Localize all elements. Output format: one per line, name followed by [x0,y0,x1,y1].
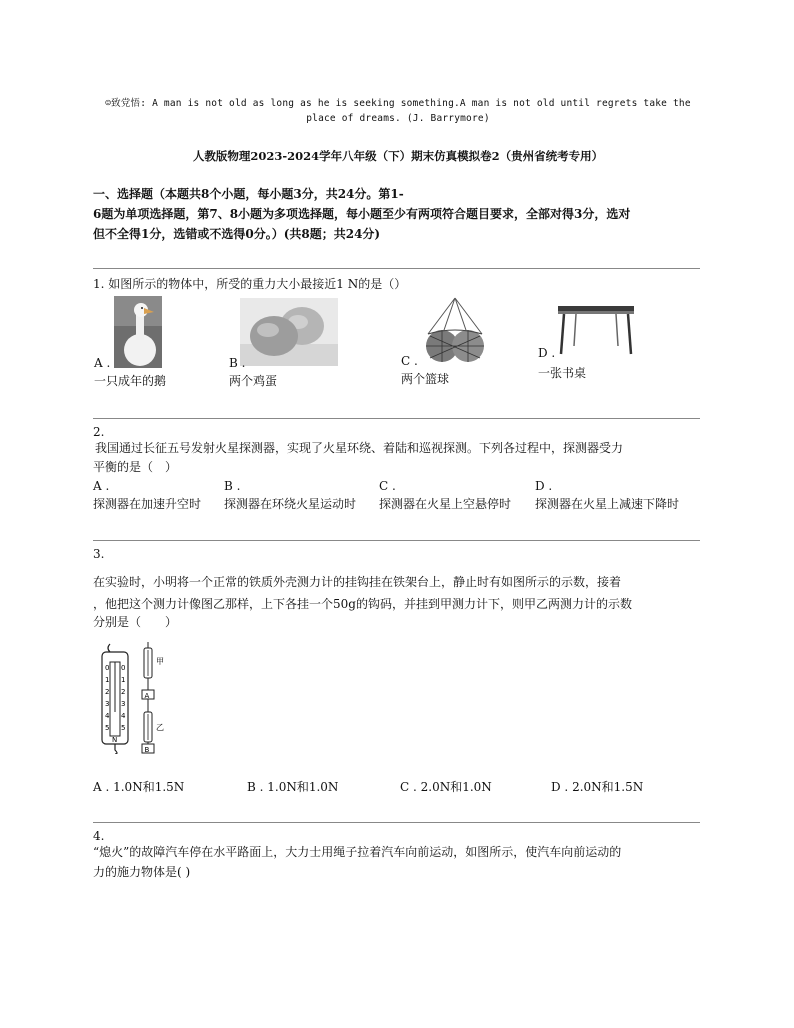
q1-option-c-text: 两个篮球 [401,372,450,386]
q4-number: 4. [93,829,105,843]
scale-right-3: 3 [121,700,126,708]
scale-right-0: 0 [121,664,126,672]
spring-scale-figure [92,642,172,754]
q2-option-d-text: 探测器在火星上减速下降时 [535,497,680,511]
scale-left-0: 0 [105,664,110,672]
q1-stem: 1. 如图所示的物体中，所受的重力大小最接近1 N的是（） [93,277,407,291]
section-line-1: 一、选择题（本题共8个小题，每小题3分，共24分。第1- [93,187,404,201]
scale-left-4: 4 [105,712,110,720]
q4-line-2: 力的施力物体是( ) [93,865,191,879]
scale-left-2: 2 [105,688,110,696]
label-jia: 甲 [156,657,164,666]
q3-option-a: A . 1.0N和1.5N [93,780,185,794]
q3-option-b: B . 1.0N和1.0N [247,780,339,794]
q3-number: 3. [93,547,105,561]
q3-option-d: D . 2.0N和1.5N [551,780,644,794]
desk-image [556,304,636,356]
label-yi: 乙 [156,723,164,732]
q1-option-a-text: 一只成年的鹅 [94,374,167,388]
motto: ☺致党悟: A man is not old as long as he is seeking something.A man is not old until regrets take the place of dreams. (J. Barrymore) [105,98,691,124]
divider [93,418,700,419]
scale-left-1: 1 [105,676,110,684]
divider [93,268,700,269]
q1-option-b-letter: B . [229,356,246,370]
eggs-image [240,298,338,366]
q2-option-d-letter: D . [535,479,553,493]
q2-number: 2. [93,425,105,439]
q2-option-a-letter: A . [93,479,110,493]
section-line-2: 6题为单项选择题，第7、8小题为多项选择题，每小题至少有两项符合题目要求，全部对得3分，选对 [93,207,631,221]
q3-line-3: 分别是（ ） [93,615,178,629]
q4-line-1: “熄火”的故障汽车停在水平路面上，大力士用绳子拉着汽车向前运动，如图所示，使汽车向前运动的 [93,845,622,859]
scale-left-3: 3 [105,700,110,708]
scale-left-5: 5 [105,724,110,732]
scale-right-1: 1 [121,676,126,684]
q2-option-b-letter: B . [224,479,241,493]
scale-unit: N [112,736,118,744]
q1-option-c-letter: C . [401,354,418,368]
basketballs-image [420,296,490,368]
q2-line-2: 平衡的是（ ） [93,460,178,474]
page-title: 人教版物理2023-2024学年八年级（下）期末仿真模拟卷2（贵州省统考专用） [192,149,604,163]
q2-line-1: 我国通过长征五号发射火星探测器，实现了火星环绕、着陆和巡视探测。下列各过程中，探测器受力 [95,441,624,455]
q3-line-2: ，他把这个测力计像图乙那样，上下各挂一个50g的钩码，并挂到甲测力计下，则甲乙两测力计的示数 [93,597,632,611]
section-heading [93,184,703,244]
q2-option-b-text: 探测器在环绕火星运动时 [224,497,357,511]
weight-b-label: B [144,746,150,754]
divider [93,540,700,541]
scale-right-2: 2 [121,688,126,696]
q1-option-a-letter: A . [94,356,111,370]
scale-right-4: 4 [121,712,126,720]
q1-option-d-letter: D . [538,346,556,360]
scale-right-5: 5 [121,724,126,732]
weight-a-label: A [144,692,150,700]
q2-option-c-letter: C . [379,479,396,493]
q2-option-a-text: 探测器在加速升空时 [93,497,202,511]
q1-option-b-text: 两个鸡蛋 [229,374,278,388]
section-line-3: 但不全得1分，选错或不选得0分。）(共8题；共24分) [93,227,381,241]
goose-image [114,296,162,368]
q1-option-d-text: 一张书桌 [538,366,587,380]
q3-line-1: 在实验时，小明将一个正常的铁质外壳测力计的挂钩挂在铁架台上，静止时有如图所示的示数，接着 [93,575,622,589]
q2-option-c-text: 探测器在火星上空悬停时 [379,497,512,511]
divider [93,822,700,823]
q3-option-c: C . 2.0N和1.0N [400,780,492,794]
